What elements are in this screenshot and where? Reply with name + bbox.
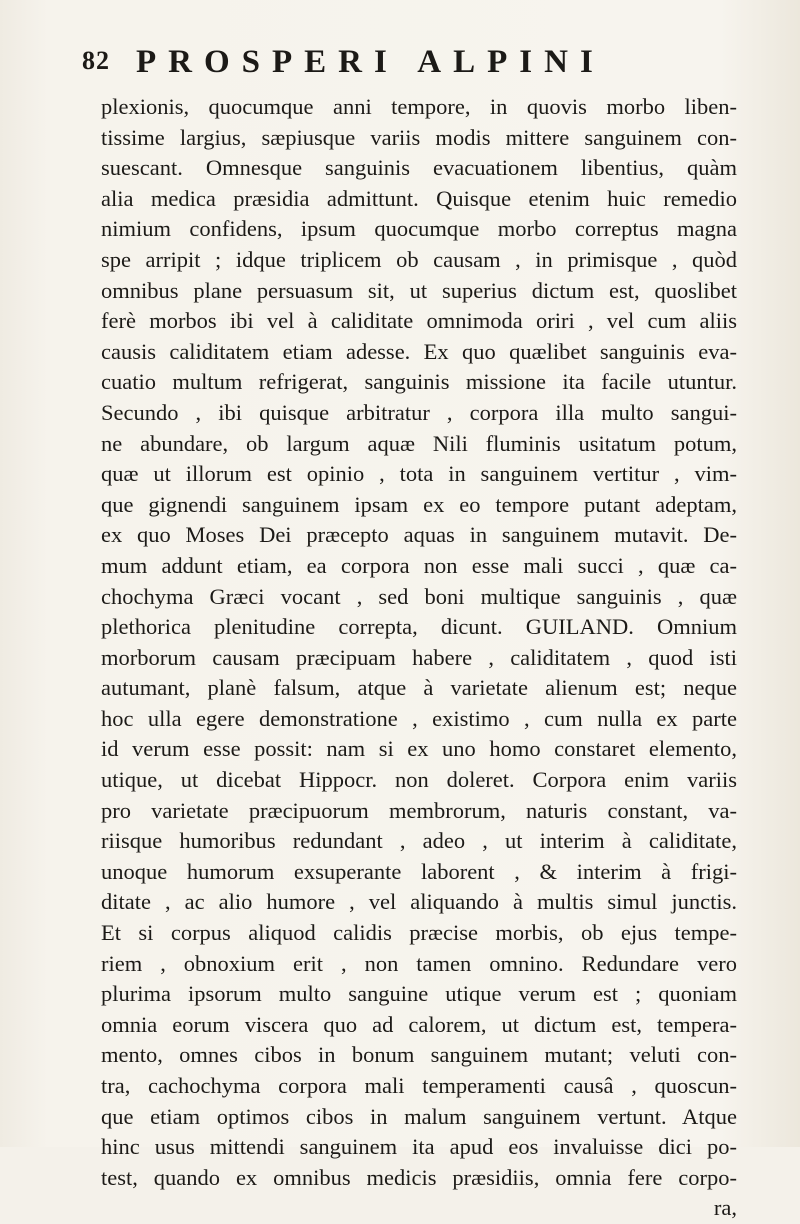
body-text <box>101 92 737 1224</box>
text-line: ferè morbos ibi vel à caliditate omnimoda oriri , vel cum aliis <box>101 308 737 334</box>
text-line: utique, ut dicebat Hippocr. non doleret. Corpora enim variis <box>101 767 737 793</box>
text-line: autumant, planè falsum, atque à varietate alienum est; neque <box>101 675 737 701</box>
text-line: hoc ulla egere demonstratione , existimo , cum nulla ex parte <box>101 705 737 731</box>
text-line: hinc usus mittendi sanguinem ita apud eos invaluisse dici po- <box>101 1134 737 1160</box>
text-line: riem , obnoxium erit , non tamen omnino. Redundare vero <box>101 950 737 976</box>
text-line: suescant. Omnesque sanguinis evacuationem libentius, quàm <box>101 155 737 181</box>
text-line: chochyma Græci vocant , sed boni multique sanguinis , quæ <box>101 583 737 609</box>
text-line: Et si corpus aliquod calidis præcise morbis, ob ejus tempe- <box>101 920 737 946</box>
text-line: causis caliditatem etiam adesse. Ex quo quælibet sanguinis eva- <box>101 338 737 364</box>
text-line: ditate , ac alio humore , vel aliquando à multis simul junctis. <box>101 889 737 915</box>
text-line: quæ ut illorum est opinio , tota in sanguinem vertitur , vim- <box>101 461 737 487</box>
text-line: mento, omnes cibos in bonum sanguinem mutant; veluti con- <box>101 1042 737 1068</box>
text-line: plexionis, quocumque anni tempore, in quovis morbo liben- <box>101 94 737 119</box>
text-line: morborum causam præcipuam habere , caliditatem , quod isti <box>101 644 737 670</box>
page-header <box>82 46 722 86</box>
text-line: que etiam optimos cibos in malum sanguinem vertunt. Atque <box>101 1103 737 1129</box>
text-line: Secundo , ibi quisque arbitratur , corpora illa multo sangui- <box>101 399 737 425</box>
text-line: riisque humoribus redundant , adeo , ut interim à caliditate, <box>101 828 737 854</box>
page-number: 82 <box>82 46 110 75</box>
text-line: pro varietate præcipuorum membrorum, naturis constant, va- <box>101 797 737 823</box>
text-line: que gignendi sanguinem ipsam ex eo tempore putant adeptam, <box>101 491 737 517</box>
text-line: plethorica plenitudine correpta, dicunt. GUILAND. Omnium <box>101 614 737 640</box>
text-line: omnia eorum viscera quo ad calorem, ut dictum est, tempera- <box>101 1011 737 1037</box>
text-line: test, quando ex omnibus medicis præsidiis, omnia fere corpo- <box>101 1164 737 1190</box>
text-line: nimium confidens, ipsum quocumque morbo correptus magna <box>101 216 737 242</box>
text-line: omnibus plane persuasum sit, ut superius dictum est, quoslibet <box>101 277 737 303</box>
text-line: spe arripit ; idque triplicem ob causam , in primisque , quòd <box>101 246 737 272</box>
text-line: id verum esse possit: nam si ex uno homo constaret elemento, <box>101 736 737 762</box>
running-title: PROSPERI ALPINI <box>136 44 605 80</box>
text-line: cuatio multum refrigerat, sanguinis missione ita facile utuntur. <box>101 369 737 395</box>
text-line: unoque humorum exsuperante laborent , & interim à frigi- <box>101 858 737 884</box>
text-line: tra, cachochyma corpora mali temperamenti causâ , quoscun- <box>101 1073 737 1098</box>
text-line: mum addunt etiam, ea corpora non esse mali succi , quæ ca- <box>101 552 737 578</box>
text-line: tissime largius, sæpiusque variis modis mittere sanguinem con- <box>101 124 737 150</box>
text-line: alia medica præsidia admittunt. Quisque etenim huic remedio <box>101 185 737 211</box>
text-line: plurima ipsorum multo sanguine utique verum est ; quoniam <box>101 981 737 1007</box>
text-line: ex quo Moses Dei præcepto aquas in sanguinem mutavit. De- <box>101 522 737 548</box>
text-line: ne abundare, ob largum aquæ Nili fluminis usitatum potum, <box>101 430 737 456</box>
catchword: ra, <box>713 1195 737 1221</box>
